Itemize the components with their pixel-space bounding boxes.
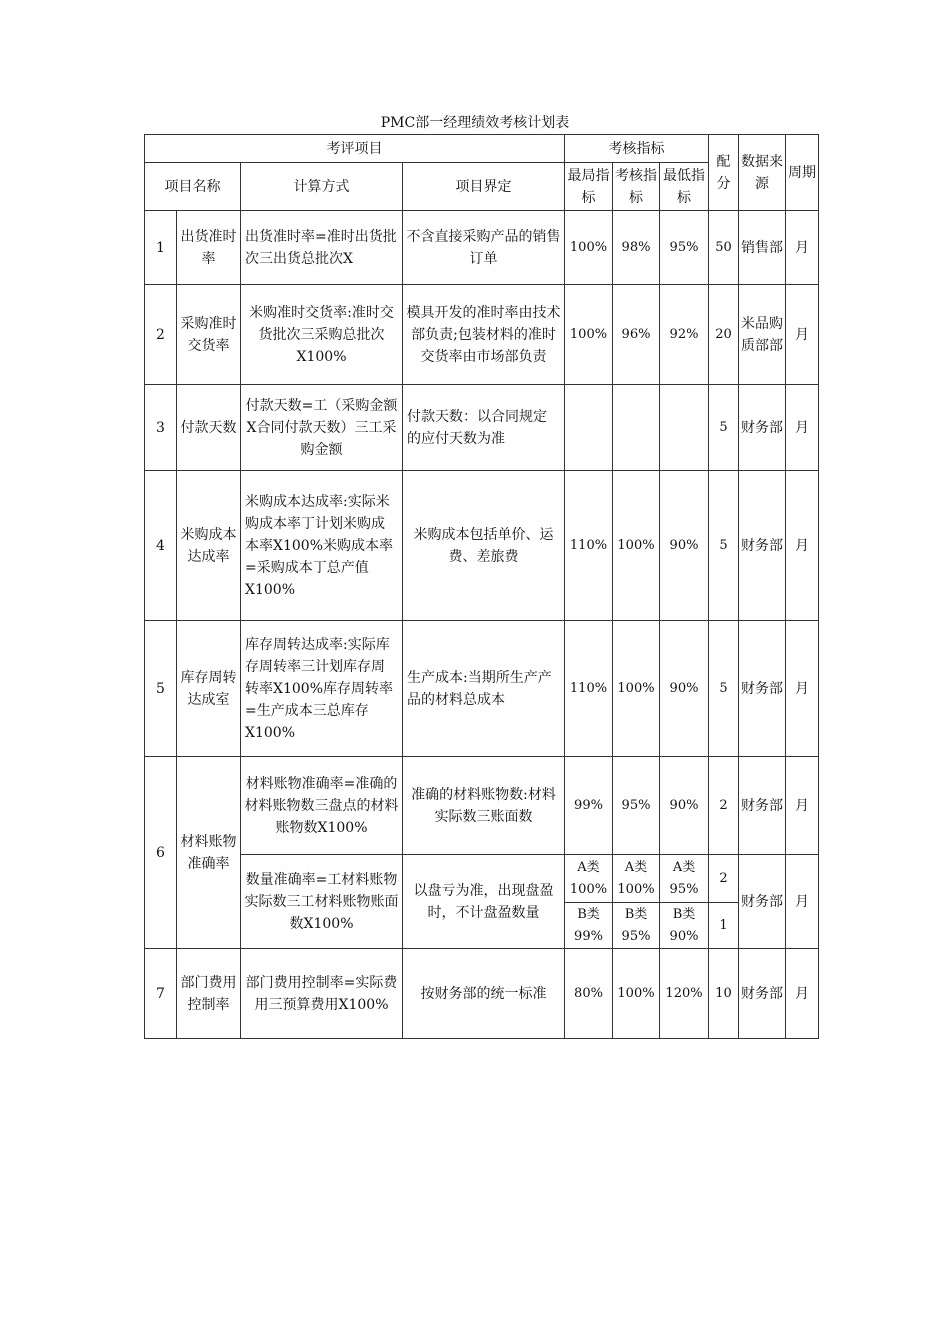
header-assessment-indicators: 考核指标 (565, 135, 709, 163)
row-definition: 生产成本:当期所生产产品的材料总成本 (403, 621, 565, 757)
row-source: 财务部 (739, 471, 786, 621)
row-max: 110% (565, 471, 613, 621)
header-calc-method: 计算方式 (241, 163, 403, 211)
row-max: 100% (565, 211, 613, 285)
row-number: 5 (145, 621, 177, 757)
row-score: 50 (709, 211, 739, 285)
row-calc: 出货准时率=准时出货批次三出货总批次X (241, 211, 403, 285)
header-evaluation-items: 考评项目 (145, 135, 565, 163)
row-period: 月 (786, 211, 819, 285)
row-score: 20 (709, 285, 739, 385)
table-row (145, 855, 819, 903)
row-calc: 付款天数=工（采购金额X合同付款天数）三工采购金额 (241, 385, 403, 471)
row-definition: 准确的材料账物数:材料实际数三账面数 (403, 757, 565, 855)
row-number: 7 (145, 949, 177, 1039)
row-item-name: 付款天数 (177, 385, 241, 471)
row-definition: 以盘亏为准，出现盘盈时，不计盘盈数量 (403, 855, 565, 949)
row-period: 月 (786, 855, 819, 949)
row-period: 月 (786, 757, 819, 855)
row-max: 100% (565, 285, 613, 385)
table-row (145, 471, 819, 621)
row-calc: 米购成本达成率:实际米购成本率丁计划米购成本率X100%米购成本率=采购成本丁总产值X100% (241, 471, 403, 621)
header-min-indicator: 最低指标 (660, 163, 709, 211)
row-target-class-a: A类100% (613, 855, 660, 903)
row-score: 10 (709, 949, 739, 1039)
header-data-source: 数据来源 (739, 135, 786, 211)
row-definition: 付款天数：以合同规定的应付天数为准 (403, 385, 565, 471)
row-target-class-b: B类95% (613, 903, 660, 949)
row-source: 米品购质部部 (739, 285, 786, 385)
table-row (145, 757, 819, 855)
row-score-class-a: 2 (709, 855, 739, 903)
table-row (145, 385, 819, 471)
row-source: 财务部 (739, 855, 786, 949)
row-min: 90% (660, 757, 709, 855)
row-number: 4 (145, 471, 177, 621)
row-calc: 部门费用控制率=实际费用三预算费用X100% (241, 949, 403, 1039)
row-definition: 不含直接采购产品的销售订单 (403, 211, 565, 285)
row-definition: 按财务部的统一标准 (403, 949, 565, 1039)
row-calc: 库存周转达成率:实际库存周转率三计划库存周转率X100%库存周转率=生产成本三总库存X100% (241, 621, 403, 757)
row-target: 100% (613, 949, 660, 1039)
row-min: 120% (660, 949, 709, 1039)
row-number: 1 (145, 211, 177, 285)
row-period: 月 (786, 385, 819, 471)
row-number: 3 (145, 385, 177, 471)
row-definition: 模具开发的准时率由技术部负责;包装材料的准时交货率由市场部负责 (403, 285, 565, 385)
row-source: 财务部 (739, 949, 786, 1039)
row-item-name: 米购成本达成率 (177, 471, 241, 621)
table-row (145, 949, 819, 1039)
row-period: 月 (786, 285, 819, 385)
row-item-name: 库存周转达成室 (177, 621, 241, 757)
header-period: 周期 (786, 135, 819, 211)
row-score: 2 (709, 757, 739, 855)
row-target (613, 385, 660, 471)
row-source: 财务部 (739, 385, 786, 471)
row-item-name: 采购准时交货率 (177, 285, 241, 385)
row-score: 5 (709, 385, 739, 471)
row-max: 99% (565, 757, 613, 855)
row-min: 90% (660, 621, 709, 757)
header-target-indicator: 考核指标 (613, 163, 660, 211)
row-min-class-a: A类95% (660, 855, 709, 903)
row-period: 月 (786, 471, 819, 621)
row-score: 5 (709, 471, 739, 621)
row-number: 2 (145, 285, 177, 385)
row-score: 5 (709, 621, 739, 757)
row-period: 月 (786, 949, 819, 1039)
row-item-name: 出货准时率 (177, 211, 241, 285)
row-target: 98% (613, 211, 660, 285)
row-target: 100% (613, 471, 660, 621)
row-score-class-b: 1 (709, 903, 739, 949)
row-max (565, 385, 613, 471)
table-row (145, 621, 819, 757)
row-min: 95% (660, 211, 709, 285)
row-calc: 米购准时交货率:准时交货批次三采购总批次X100% (241, 285, 403, 385)
header-score: 配分 (709, 135, 739, 211)
row-item-name: 材料账物准确率 (177, 757, 241, 949)
row-min-class-b: B类90% (660, 903, 709, 949)
header-max-indicator: 最局指标 (565, 163, 613, 211)
row-number: 6 (145, 757, 177, 949)
table-row (145, 211, 819, 285)
row-period: 月 (786, 621, 819, 757)
performance-table (144, 134, 819, 1039)
row-min (660, 385, 709, 471)
row-calc: 数量准确率=工材料账物实际数三工材料账物账面数X100% (241, 855, 403, 949)
row-item-name: 部门费用控制率 (177, 949, 241, 1039)
row-target: 96% (613, 285, 660, 385)
row-source: 财务部 (739, 621, 786, 757)
row-source: 销售部 (739, 211, 786, 285)
page-title: PMC部一经理绩效考核计划表 (380, 115, 570, 131)
row-calc: 材料账物准确率=准确的材料账物数三盘点的材料账物数X100% (241, 757, 403, 855)
row-max-class-b: B类99% (565, 903, 613, 949)
row-target: 100% (613, 621, 660, 757)
row-max: 80% (565, 949, 613, 1039)
row-max-class-a: A类100% (565, 855, 613, 903)
header-item-name: 项目名称 (145, 163, 241, 211)
row-max: 110% (565, 621, 613, 757)
row-target: 95% (613, 757, 660, 855)
row-source: 财务部 (739, 757, 786, 855)
row-min: 90% (660, 471, 709, 621)
header-item-definition: 项目界定 (403, 163, 565, 211)
row-definition: 米购成本包括单价、运费、差旅费 (403, 471, 565, 621)
header-row-1 (145, 135, 819, 163)
row-min: 92% (660, 285, 709, 385)
table-row (145, 285, 819, 385)
